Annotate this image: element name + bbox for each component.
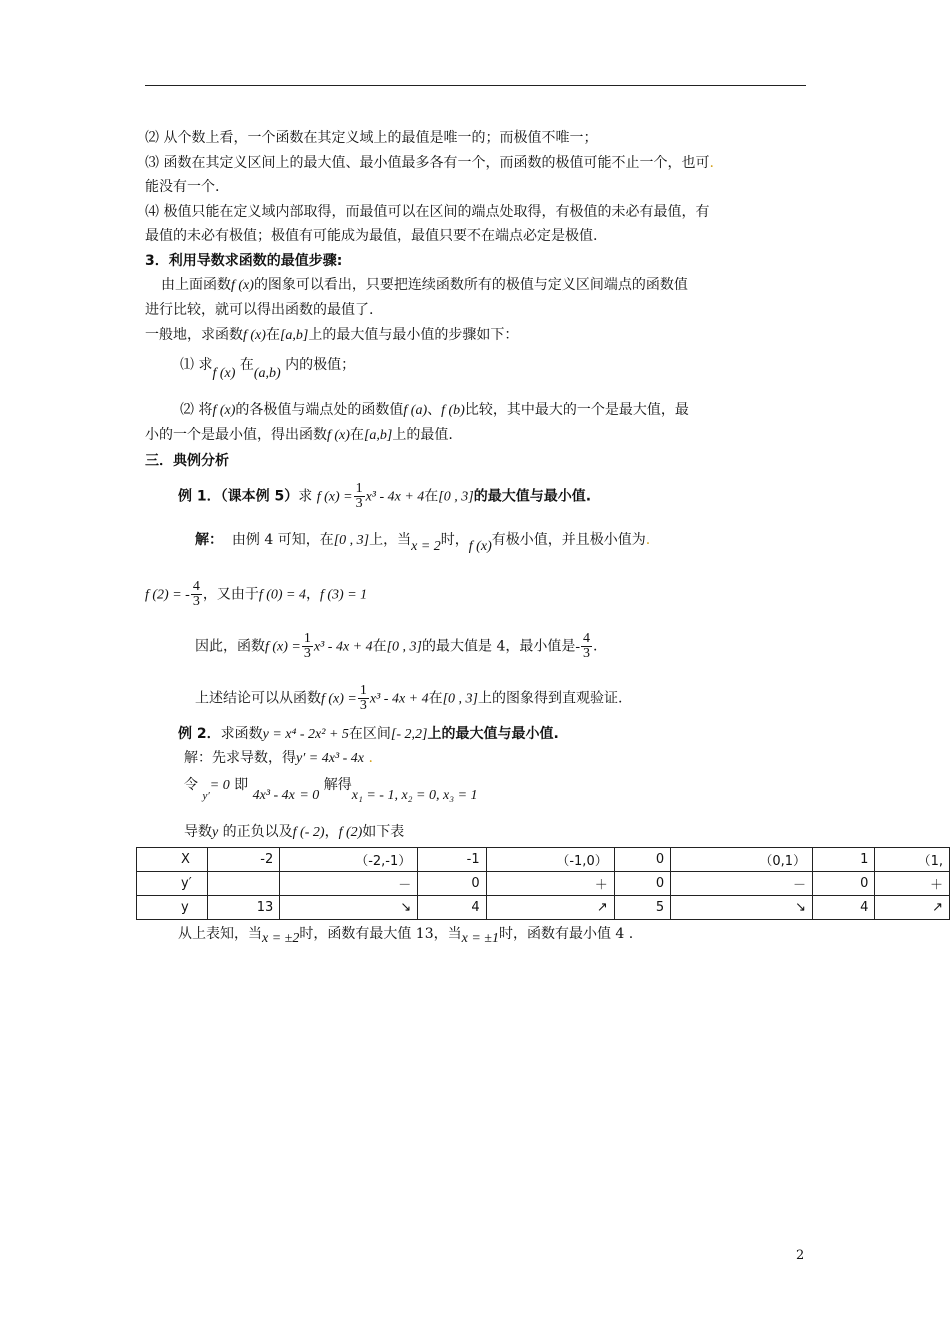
conclusion-1: 因此，函数f (x) = $\frac{1}{3}$ x³ - 4x + 4在[0 , 3]的最大值是 4，最小值是- $\frac{4}{3}$ .: [195, 631, 598, 661]
step-line: 小的一个是最小值，得出函数f (x)在[a,b]上的最值.: [145, 427, 453, 443]
conclusion-2: 从上表知，当x = ±2时，函数有最大值 13，当x = ±1时，函数有最小值 4 .: [178, 926, 634, 946]
paragraph-line: 由上面函数f (x)的图象可以看出，只要把连续函数所有的极值与定义区间端点的函数值: [161, 277, 688, 293]
section-heading: 三．典例分析: [145, 453, 229, 469]
header-rule: [145, 85, 806, 86]
table-cell: （-2,-1）: [280, 848, 418, 872]
table-cell: （-1,0）: [486, 848, 614, 872]
solution-1: 解： 由例 4 可知，在[0 , 3]上，当x = 2时，f (x)有极小值，并且极小值为.: [195, 532, 651, 554]
table-cell: y: [137, 896, 208, 920]
table-cell: X: [137, 848, 208, 872]
table-cell: ↘: [671, 896, 813, 920]
table-cell: 1: [813, 848, 875, 872]
table-cell: 0: [418, 872, 486, 896]
step-line: ⑵ 将f (x)的各极值与端点处的函数值f (a)、f (b)比较，其中最大的一个是最大值，最: [180, 402, 689, 418]
section-heading: 3．利用导数求函数的最值步骤:: [145, 253, 343, 269]
table-cell: －: [280, 872, 418, 896]
table-cell: 0: [813, 872, 875, 896]
paragraph-line: ⑶ 函数在其定义区间上的最大值、最小值最多各有一个，而函数的极值可能不止一个，也可.: [145, 155, 714, 171]
table-cell: ↘: [280, 896, 418, 920]
table-cell: y′: [137, 872, 208, 896]
example-2: 例 2．求函数y = x⁴ - 2x² + 5在区间[- 2,2]上的最大值与最小值.: [178, 726, 559, 742]
paragraph-line: 最值的未必有极值；极值有可能成为最值，最值只要不在端点必定是极值.: [145, 228, 598, 244]
table-cell: 0: [614, 848, 670, 872]
table-cell: 0: [614, 872, 670, 896]
paragraph-line: 进行比较，就可以得出函数的最值了.: [145, 302, 374, 318]
table-cell: 5: [614, 896, 670, 920]
solution-2-table-intro: 导数y 的正负以及f (- 2)，f (2)如下表: [184, 824, 405, 840]
paragraph-line: ⑵ 从个数上看，一个函数在其定义域上的最值是唯一的；而极值不唯一；: [145, 130, 598, 146]
table-cell: ＋: [486, 872, 614, 896]
table-row: [137, 872, 950, 896]
table-cell: -2: [207, 848, 279, 872]
table-cell: （1,: [875, 848, 950, 872]
table-cell: ↗: [875, 896, 950, 920]
table-cell: 13: [207, 896, 279, 920]
table-cell: ＋: [875, 872, 950, 896]
paragraph-line: 一般地，求函数f (x)在[a,b]上的最大值与最小值的步骤如下：: [145, 327, 519, 343]
paragraph-line: 能没有一个.: [145, 179, 220, 195]
solution-2: 解：先求导数，得y′ = 4x³ - 4x .: [184, 750, 373, 766]
page-number: 2: [796, 1248, 805, 1263]
example-1: 例 1．（课本例 5）求 f (x) = $\frac{1}{3}$ x³ - 4x + 4在[0 , 3]的最大值与最小值.: [178, 481, 592, 511]
solution-2-roots: 令 $_{y'}$= 0 即 4x³ - 4x = 0 解得x₁ = - 1, x₂ = 0, x₃ = 1: [184, 777, 478, 803]
step-line: ⑴ 求f (x) 在(a,b) 内的极值；: [180, 357, 356, 381]
table-cell: 4: [418, 896, 486, 920]
table-row: [137, 848, 950, 872]
sign-table: [136, 847, 950, 920]
solution-1-cont: f (2) = - $\frac{4}{3}$ ，又由于f (0) = 4，f (3) = 1: [145, 579, 368, 609]
paragraph-line: ⑷ 极值只能在定义域内部取得，而最值可以在区间的端点处取得，有极值的未必有最值，有: [145, 204, 710, 220]
table-cell: 4: [813, 896, 875, 920]
table-cell: －: [671, 872, 813, 896]
table-cell: -1: [418, 848, 486, 872]
table-cell: [207, 872, 279, 896]
table-cell: （0,1）: [671, 848, 813, 872]
verification-1: 上述结论可以从函数f (x) = $\frac{1}{3}$ x³ - 4x + 4在[0 , 3]上的图象得到直观验证.: [195, 683, 623, 713]
table-row: [137, 896, 950, 920]
table-cell: ↗: [486, 896, 614, 920]
